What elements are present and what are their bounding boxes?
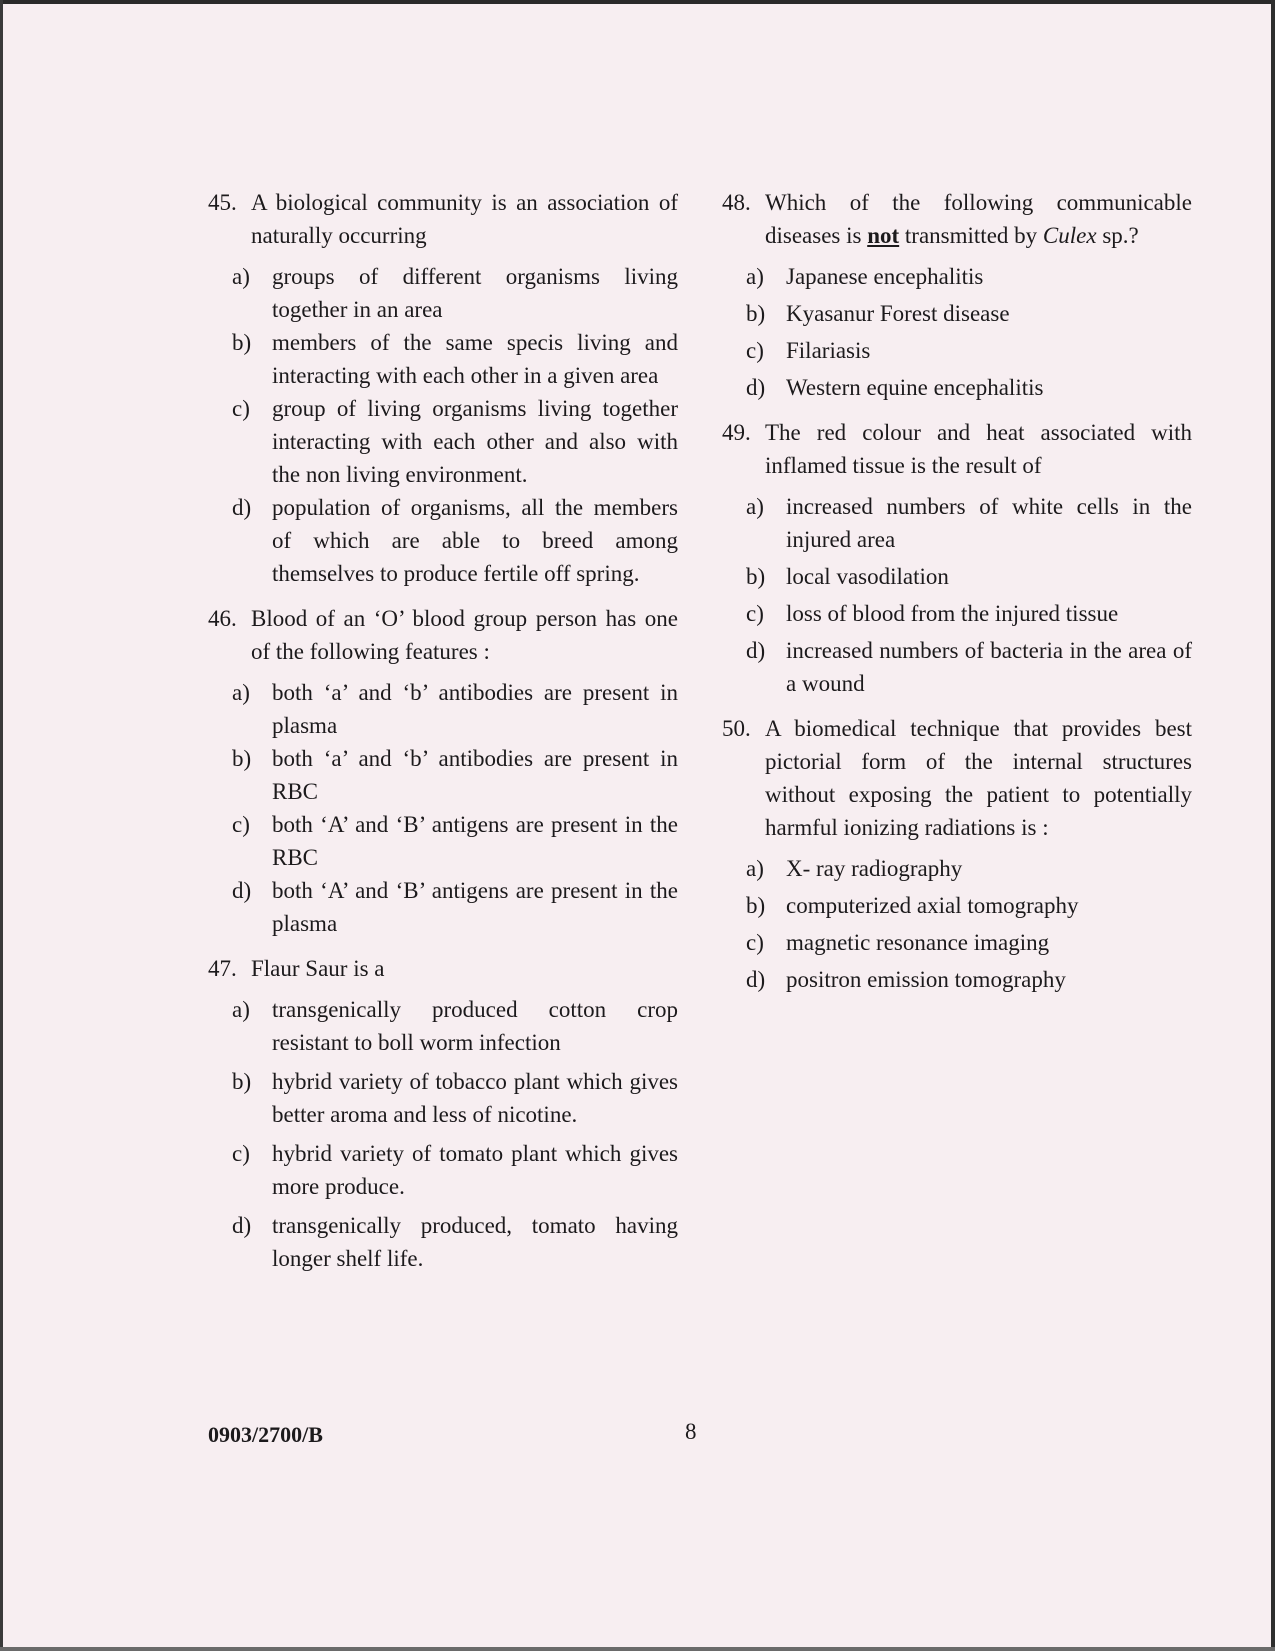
question-47 bbox=[208, 952, 678, 1275]
question-number: 45. bbox=[208, 190, 237, 215]
option-label: b) bbox=[232, 1069, 252, 1094]
question-text-part: transmitted by bbox=[899, 223, 1043, 248]
option-list bbox=[208, 676, 678, 940]
option-label: d) bbox=[746, 967, 766, 992]
option-text: X- ray radiography bbox=[786, 856, 963, 881]
option-label: c) bbox=[746, 601, 764, 626]
option-list bbox=[208, 993, 678, 1275]
question-text: The red colour and heat associated with inflamed tissue is the result of bbox=[765, 420, 1192, 478]
question-number: 48. bbox=[722, 190, 751, 215]
question-stem bbox=[722, 712, 1192, 844]
option-a bbox=[746, 260, 1192, 293]
option-text: population of organisms, all the members of which are able to breed among themselves to produce fertile off spring. bbox=[272, 495, 678, 586]
question-text: Blood of an ‘O’ blood group person has one of the following features : bbox=[251, 606, 678, 664]
question-number: 47. bbox=[208, 956, 237, 981]
question-50 bbox=[722, 712, 1192, 996]
option-text: groups of different organisms living together in an area bbox=[272, 264, 678, 322]
option-c bbox=[232, 808, 678, 874]
option-b bbox=[746, 297, 1192, 330]
option-b bbox=[232, 1065, 678, 1131]
option-list bbox=[208, 260, 678, 590]
question-text bbox=[765, 186, 1192, 252]
option-label: a) bbox=[746, 264, 764, 289]
option-a bbox=[232, 993, 678, 1059]
option-label: b) bbox=[232, 746, 252, 771]
option-text: Filariasis bbox=[786, 338, 871, 363]
scan-edge-top bbox=[0, 0, 1275, 4]
option-a bbox=[232, 260, 678, 326]
question-text: Flaur Saur is a bbox=[251, 956, 385, 981]
option-label: b) bbox=[232, 330, 252, 355]
option-text: magnetic resonance imaging bbox=[786, 930, 1050, 955]
option-text: increased numbers of bacteria in the area of a wound bbox=[786, 638, 1192, 696]
scan-edge-bottom bbox=[0, 1647, 1275, 1651]
option-label: d) bbox=[746, 638, 766, 663]
option-label: c) bbox=[232, 1141, 250, 1166]
option-d bbox=[746, 963, 1192, 996]
option-text: transgenically produced cotton crop resistant to boll worm infection bbox=[272, 997, 678, 1055]
option-d bbox=[746, 371, 1192, 404]
option-d bbox=[746, 634, 1192, 700]
question-number: 49. bbox=[722, 420, 751, 445]
booklet-code: 0903/2700/B bbox=[208, 1422, 323, 1447]
option-text: hybrid variety of tomato plant which gives more produce. bbox=[272, 1141, 678, 1199]
option-c bbox=[232, 1137, 678, 1203]
question-49 bbox=[722, 416, 1192, 700]
option-label: c) bbox=[232, 812, 250, 837]
option-label: a) bbox=[232, 680, 250, 705]
question-stem bbox=[722, 416, 1192, 482]
question-stem bbox=[208, 186, 678, 252]
option-label: c) bbox=[746, 930, 764, 955]
option-a bbox=[746, 490, 1192, 556]
option-label: c) bbox=[746, 338, 764, 363]
option-d bbox=[232, 874, 678, 940]
option-label: d) bbox=[232, 1213, 252, 1238]
option-text: Western equine encephalitis bbox=[786, 375, 1044, 400]
page-number: 8 bbox=[685, 1419, 697, 1444]
option-label: d) bbox=[746, 375, 766, 400]
option-text: Kyasanur Forest disease bbox=[786, 301, 1010, 326]
option-b bbox=[232, 326, 678, 392]
option-text: both ‘A’ and ‘B’ antigens are present in the RBC bbox=[272, 812, 678, 870]
option-text: increased numbers of white cells in the injured area bbox=[786, 494, 1192, 552]
emphasis-not: not bbox=[867, 223, 900, 248]
question-stem bbox=[208, 952, 678, 985]
option-text: transgenically produced, tomato having longer shelf life. bbox=[272, 1213, 678, 1271]
option-c bbox=[746, 597, 1192, 630]
option-text: hybrid variety of tobacco plant which gives better aroma and less of nicotine. bbox=[272, 1069, 678, 1127]
option-b bbox=[746, 889, 1192, 922]
right-column bbox=[722, 186, 1192, 1008]
option-text: loss of blood from the injured tissue bbox=[786, 601, 1119, 626]
question-text: A biological community is an association of naturally occurring bbox=[251, 190, 678, 248]
option-text: computerized axial tomography bbox=[786, 893, 1079, 918]
option-label: a) bbox=[746, 856, 764, 881]
question-46 bbox=[208, 602, 678, 940]
scan-edge-right bbox=[1271, 0, 1275, 1651]
option-list bbox=[722, 260, 1192, 404]
question-stem bbox=[208, 602, 678, 668]
option-c bbox=[746, 926, 1192, 959]
option-c bbox=[232, 392, 678, 491]
option-a bbox=[232, 676, 678, 742]
option-label: b) bbox=[746, 893, 766, 918]
question-number: 46. bbox=[208, 606, 237, 631]
option-text: positron emission tomography bbox=[786, 967, 1066, 992]
option-text: group of living organisms living together interacting with each other and also with the non living environment. bbox=[272, 396, 678, 487]
option-label: a) bbox=[746, 494, 764, 519]
question-text-part: Which of the following communicable diseases is bbox=[765, 190, 1192, 248]
option-text: Japanese encephalitis bbox=[786, 264, 984, 289]
option-label: d) bbox=[232, 878, 252, 903]
option-label: c) bbox=[232, 396, 250, 421]
option-text: both ‘a’ and ‘b’ antibodies are present in plasma bbox=[272, 680, 678, 738]
option-text: local vasodilation bbox=[786, 564, 949, 589]
question-text: A biomedical technique that provides best pictorial form of the internal structures without exposing the patient to potentially harmful ionizing radiations is : bbox=[765, 716, 1192, 840]
option-label: b) bbox=[746, 564, 766, 589]
option-d bbox=[232, 1209, 678, 1275]
option-label: a) bbox=[232, 997, 250, 1022]
scan-edge-left bbox=[0, 0, 3, 1651]
question-45 bbox=[208, 186, 678, 590]
species-name: Culex bbox=[1042, 223, 1097, 248]
option-list bbox=[722, 852, 1192, 996]
option-text: members of the same specis living and interacting with each other in a given area bbox=[272, 330, 678, 388]
question-stem bbox=[722, 186, 1192, 252]
option-label: b) bbox=[746, 301, 766, 326]
option-d bbox=[232, 491, 678, 590]
option-list bbox=[722, 490, 1192, 700]
option-c bbox=[746, 334, 1192, 367]
question-number: 50. bbox=[722, 716, 751, 741]
question-48 bbox=[722, 186, 1192, 404]
option-b bbox=[746, 560, 1192, 593]
option-text: both ‘A’ and ‘B’ antigens are present in the plasma bbox=[272, 878, 678, 936]
question-text-part: sp.? bbox=[1096, 223, 1139, 248]
option-label: d) bbox=[232, 495, 252, 520]
left-column bbox=[208, 186, 678, 1287]
option-label: a) bbox=[232, 264, 250, 289]
option-a bbox=[746, 852, 1192, 885]
option-text: both ‘a’ and ‘b’ antibodies are present in RBC bbox=[272, 746, 678, 804]
option-b bbox=[232, 742, 678, 808]
